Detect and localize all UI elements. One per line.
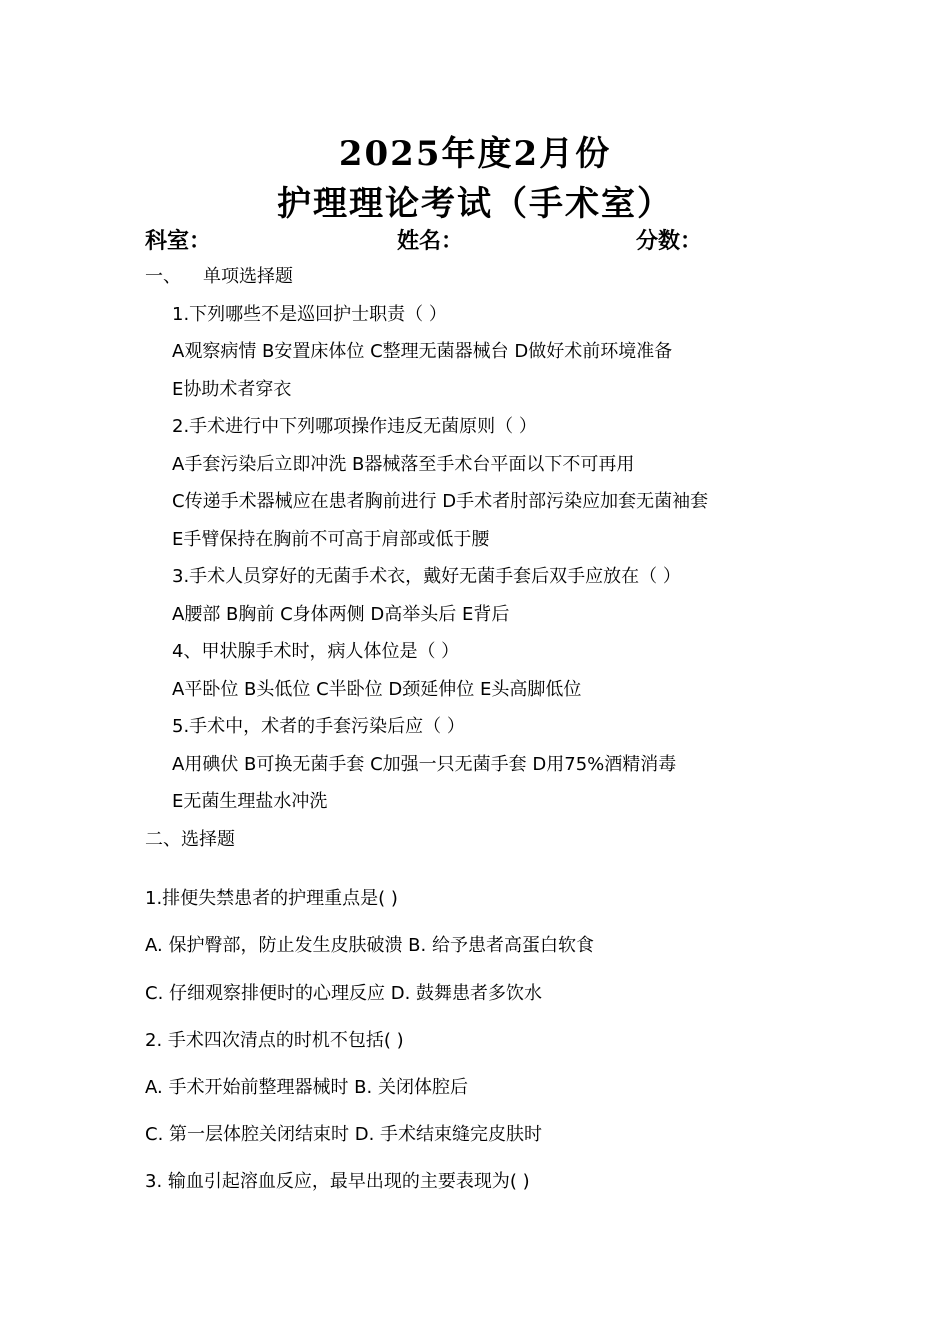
section2-line: A. 手术开始前整理器械时 B. 关闭体腔后 xyxy=(145,1077,468,1098)
section2-line: 1.排便失禁患者的护理重点是( ) xyxy=(145,888,398,909)
section2-line: C. 第一层体腔关闭结束时 D. 手术结束缝完皮肤时 xyxy=(145,1124,543,1145)
section1-line: A用碘伏 B可换无菌手套 C加强一只无菌手套 D用75%酒精消毒 xyxy=(172,754,677,775)
section1-line: A平卧位 B头低位 C半卧位 D颈延伸位 E头高脚低位 xyxy=(172,679,582,700)
exam-title-line1: 2025年度2月份 xyxy=(338,134,612,174)
section1-number: 一、 xyxy=(145,266,181,287)
section2-line: 2. 手术四次清点的时机不包括( ) xyxy=(145,1030,404,1051)
section2-line: 3. 输血引起溶血反应，最早出现的主要表现为( ) xyxy=(145,1171,530,1192)
section1-line: E手臂保持在胸前不可高于肩部或低于腰 xyxy=(172,529,490,550)
name-label: 姓名： xyxy=(397,229,464,254)
section1-line: 5.手术中，术者的手套污染后应（ ） xyxy=(172,716,465,737)
section1-title: 单项选择题 xyxy=(203,266,293,287)
score-label: 分数： xyxy=(636,229,703,254)
section2-line: A. 保护臀部，防止发生皮肤破溃 B. 给予患者高蛋白软食 xyxy=(145,935,594,956)
section1-line: C传递手术器械应在患者胸前进行 D手术者肘部污染应加套无菌袖套 xyxy=(172,491,709,512)
section1-line: E无菌生理盐水冲洗 xyxy=(172,791,328,812)
section1-line: 1.下列哪些不是巡回护士职责（ ） xyxy=(172,304,447,325)
section2-title: 二、选择题 xyxy=(145,829,235,850)
section1-line: E协助术者穿衣 xyxy=(172,379,292,400)
section1-line: 3.手术人员穿好的无菌手术衣，戴好无菌手套后双手应放在（ ） xyxy=(172,566,681,587)
department-label: 科室： xyxy=(145,229,212,254)
section1-line: A手套污染后立即冲洗 B器械落至手术台平面以下不可再用 xyxy=(172,454,635,475)
section1-line: A观察病情 B安置床体位 C整理无菌器械台 D做好术前环境准备 xyxy=(172,341,673,362)
section1-line: 4、甲状腺手术时，病人体位是（ ） xyxy=(172,641,460,662)
section1-line: A腰部 B胸前 C身体两侧 D高举头后 E背后 xyxy=(172,604,510,625)
exam-title-line2: 护理理论考试（手术室） xyxy=(277,184,673,224)
section2-line: C. 仔细观察排便时的心理反应 D. 鼓舞患者多饮水 xyxy=(145,983,543,1004)
section1-line: 2.手术进行中下列哪项操作违反无菌原则（ ） xyxy=(172,416,537,437)
